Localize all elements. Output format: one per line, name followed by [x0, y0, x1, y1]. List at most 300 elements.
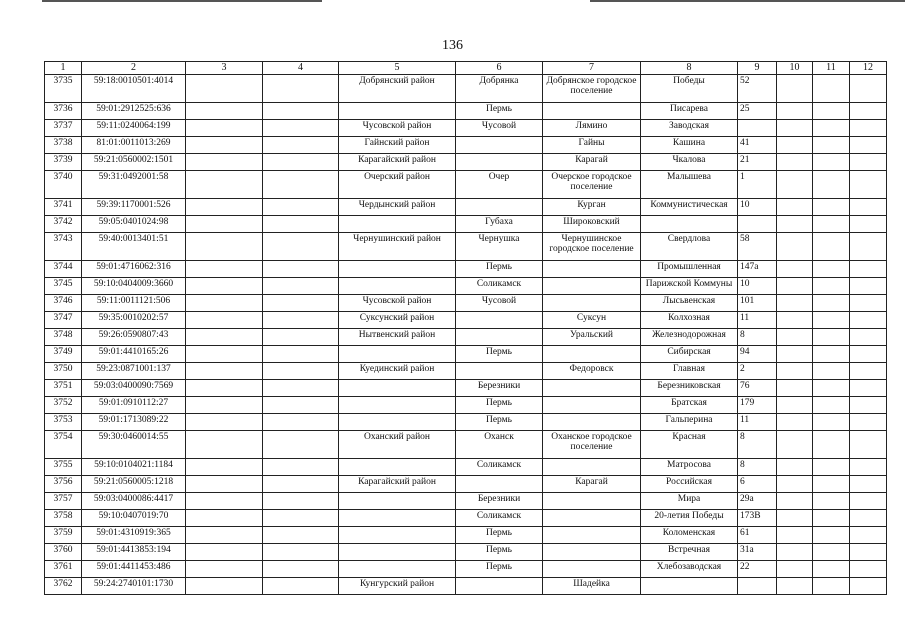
city: Соликамск [456, 278, 543, 295]
header-row [45, 62, 887, 75]
cell-col4 [263, 312, 339, 329]
table-row [45, 261, 887, 278]
settlement [543, 397, 641, 414]
cell-col3 [186, 75, 263, 103]
city [456, 578, 543, 595]
cell-col11 [813, 527, 850, 544]
cell-col11 [813, 75, 850, 103]
cell-col11 [813, 295, 850, 312]
city: Пермь [456, 397, 543, 414]
city [456, 154, 543, 171]
settlement: Уральский [543, 329, 641, 346]
house-number: 147а [738, 261, 777, 278]
house-number: 6 [738, 476, 777, 493]
district: Гайнский район [339, 137, 456, 154]
record-number: 3756 [45, 476, 82, 493]
cell-col10 [777, 510, 813, 527]
street: Свердлова [641, 233, 738, 261]
cadastral-number: 59:39:1170001:526 [82, 199, 186, 216]
cell-col12 [850, 329, 887, 346]
cell-col3 [186, 476, 263, 493]
cell-col12 [850, 312, 887, 329]
settlement: Очерское городское поселение [543, 171, 641, 199]
city: Березники [456, 493, 543, 510]
city: Чусовой [456, 295, 543, 312]
cell-col3 [186, 137, 263, 154]
table-row [45, 329, 887, 346]
city: Чернушка [456, 233, 543, 261]
city: Соликамск [456, 459, 543, 476]
cell-col12 [850, 431, 887, 459]
house-number: 29а [738, 493, 777, 510]
record-number: 3755 [45, 459, 82, 476]
cell-col10 [777, 75, 813, 103]
cell-col4 [263, 137, 339, 154]
cell-col3 [186, 261, 263, 278]
cell-col11 [813, 544, 850, 561]
cell-col11 [813, 199, 850, 216]
cell-col10 [777, 137, 813, 154]
record-number: 3758 [45, 510, 82, 527]
cell-col10 [777, 380, 813, 397]
cell-col4 [263, 199, 339, 216]
cell-col3 [186, 329, 263, 346]
district [339, 261, 456, 278]
cell-col12 [850, 510, 887, 527]
cadastral-number: 59:35:0010202:57 [82, 312, 186, 329]
cell-col3 [186, 414, 263, 431]
cell-col11 [813, 261, 850, 278]
cadastral-number: 59:01:2912525:636 [82, 103, 186, 120]
city: Оханск [456, 431, 543, 459]
record-number: 3760 [45, 544, 82, 561]
cell-col12 [850, 295, 887, 312]
cell-col4 [263, 527, 339, 544]
house-number: 25 [738, 103, 777, 120]
cell-col10 [777, 278, 813, 295]
cell-col10 [777, 295, 813, 312]
cell-col10 [777, 120, 813, 137]
cell-col4 [263, 233, 339, 261]
house-number [738, 216, 777, 233]
street: Коломенская [641, 527, 738, 544]
cell-col12 [850, 154, 887, 171]
cadastral-number: 59:21:0560002:1501 [82, 154, 186, 171]
cell-col11 [813, 476, 850, 493]
column-header: 10 [777, 62, 813, 75]
record-number: 3750 [45, 363, 82, 380]
cell-col4 [263, 120, 339, 137]
cell-col10 [777, 493, 813, 510]
house-number: 10 [738, 199, 777, 216]
cell-col3 [186, 527, 263, 544]
cell-col12 [850, 476, 887, 493]
cadastral-number: 59:05:0401024:98 [82, 216, 186, 233]
street: Победы [641, 75, 738, 103]
street: Малышева [641, 171, 738, 199]
city [456, 312, 543, 329]
street: Встречная [641, 544, 738, 561]
cell-col10 [777, 363, 813, 380]
column-header: 12 [850, 62, 887, 75]
cell-col11 [813, 154, 850, 171]
record-number: 3747 [45, 312, 82, 329]
cadastral-number: 59:01:0910112:27 [82, 397, 186, 414]
record-number: 3748 [45, 329, 82, 346]
city [456, 476, 543, 493]
cell-col3 [186, 295, 263, 312]
cell-col4 [263, 346, 339, 363]
cell-col11 [813, 493, 850, 510]
cell-col10 [777, 431, 813, 459]
house-number: 21 [738, 154, 777, 171]
cell-col4 [263, 295, 339, 312]
street: Колхозная [641, 312, 738, 329]
cell-col4 [263, 216, 339, 233]
cell-col3 [186, 493, 263, 510]
cell-col12 [850, 346, 887, 363]
street: 20-летия Победы [641, 510, 738, 527]
cell-col10 [777, 578, 813, 595]
settlement [543, 380, 641, 397]
cell-col4 [263, 171, 339, 199]
settlement [543, 459, 641, 476]
cell-col12 [850, 561, 887, 578]
record-number: 3749 [45, 346, 82, 363]
cell-col11 [813, 561, 850, 578]
column-header: 11 [813, 62, 850, 75]
record-number: 3757 [45, 493, 82, 510]
cell-col12 [850, 363, 887, 380]
city: Пермь [456, 544, 543, 561]
cell-col11 [813, 363, 850, 380]
cell-col11 [813, 278, 850, 295]
cell-col12 [850, 261, 887, 278]
cell-col4 [263, 493, 339, 510]
district: Добрянский район [339, 75, 456, 103]
cell-col11 [813, 510, 850, 527]
cell-col11 [813, 380, 850, 397]
record-number: 3751 [45, 380, 82, 397]
house-number: 94 [738, 346, 777, 363]
district: Карагайский район [339, 154, 456, 171]
table-row [45, 561, 887, 578]
settlement [543, 414, 641, 431]
house-number: 179 [738, 397, 777, 414]
cell-col10 [777, 346, 813, 363]
record-number: 3739 [45, 154, 82, 171]
settlement: Шадейка [543, 578, 641, 595]
table-row [45, 278, 887, 295]
city: Пермь [456, 527, 543, 544]
record-number: 3753 [45, 414, 82, 431]
cell-col11 [813, 459, 850, 476]
cell-col3 [186, 154, 263, 171]
record-number: 3745 [45, 278, 82, 295]
settlement [543, 493, 641, 510]
cell-col12 [850, 414, 887, 431]
house-number: 8 [738, 459, 777, 476]
column-header: 9 [738, 62, 777, 75]
house-number: 173В [738, 510, 777, 527]
settlement [543, 103, 641, 120]
record-number: 3740 [45, 171, 82, 199]
district [339, 544, 456, 561]
street: Братская [641, 397, 738, 414]
table-row [45, 544, 887, 561]
cell-col3 [186, 544, 263, 561]
cadastral-number: 59:03:0400086:4417 [82, 493, 186, 510]
column-header: 8 [641, 62, 738, 75]
registry-table [44, 61, 887, 595]
cell-col3 [186, 561, 263, 578]
city: Очер [456, 171, 543, 199]
column-header: 7 [543, 62, 641, 75]
house-number: 31а [738, 544, 777, 561]
house-number: 2 [738, 363, 777, 380]
city [456, 329, 543, 346]
cell-col4 [263, 414, 339, 431]
street: Парижской Коммуны [641, 278, 738, 295]
cadastral-number: 59:40:0013401:51 [82, 233, 186, 261]
table-row [45, 154, 887, 171]
district [339, 510, 456, 527]
cell-col3 [186, 346, 263, 363]
city [456, 137, 543, 154]
cell-col4 [263, 578, 339, 595]
settlement [543, 510, 641, 527]
house-number: 76 [738, 380, 777, 397]
cell-col4 [263, 544, 339, 561]
column-header: 4 [263, 62, 339, 75]
cell-col12 [850, 171, 887, 199]
cell-col4 [263, 561, 339, 578]
cell-col4 [263, 459, 339, 476]
cell-col3 [186, 459, 263, 476]
cell-col10 [777, 329, 813, 346]
city: Соликамск [456, 510, 543, 527]
cadastral-number: 59:18:0010501:4014 [82, 75, 186, 103]
cell-col11 [813, 233, 850, 261]
table-row [45, 346, 887, 363]
cadastral-number: 59:21:0560005:1218 [82, 476, 186, 493]
cadastral-number: 59:01:4310919:365 [82, 527, 186, 544]
record-number: 3735 [45, 75, 82, 103]
district: Оханский район [339, 431, 456, 459]
cell-col10 [777, 233, 813, 261]
house-number: 1 [738, 171, 777, 199]
cell-col12 [850, 137, 887, 154]
district [339, 527, 456, 544]
column-header: 5 [339, 62, 456, 75]
house-number: 11 [738, 312, 777, 329]
cell-col4 [263, 380, 339, 397]
cadastral-number: 59:01:4411453:486 [82, 561, 186, 578]
settlement: Широковский [543, 216, 641, 233]
table-row [45, 578, 887, 595]
cell-col10 [777, 199, 813, 216]
house-number: 11 [738, 414, 777, 431]
cell-col12 [850, 578, 887, 595]
cadastral-number: 59:10:0407019:70 [82, 510, 186, 527]
district: Нытвенский район [339, 329, 456, 346]
table-row [45, 312, 887, 329]
settlement: Лямино [543, 120, 641, 137]
cell-col3 [186, 120, 263, 137]
house-number: 61 [738, 527, 777, 544]
cadastral-number: 59:31:0492001:58 [82, 171, 186, 199]
cell-col10 [777, 171, 813, 199]
record-number: 3746 [45, 295, 82, 312]
table-row [45, 171, 887, 199]
cadastral-number: 59:03:0400090:7569 [82, 380, 186, 397]
district [339, 380, 456, 397]
settlement: Оханское городское поселение [543, 431, 641, 459]
table-row [45, 493, 887, 510]
city: Пермь [456, 414, 543, 431]
city: Добрянка [456, 75, 543, 103]
district [339, 216, 456, 233]
table-row [45, 199, 887, 216]
column-header: 1 [45, 62, 82, 75]
cadastral-number: 59:11:0240064:199 [82, 120, 186, 137]
table-row [45, 120, 887, 137]
district [339, 103, 456, 120]
house-number: 101 [738, 295, 777, 312]
cell-col12 [850, 527, 887, 544]
cell-col11 [813, 329, 850, 346]
cadastral-number: 59:10:0104021:1184 [82, 459, 186, 476]
street: Писарева [641, 103, 738, 120]
district [339, 278, 456, 295]
cell-col4 [263, 476, 339, 493]
top-rule-left [42, 0, 322, 2]
column-header: 6 [456, 62, 543, 75]
table-row [45, 137, 887, 154]
table-row [45, 527, 887, 544]
cell-col11 [813, 216, 850, 233]
record-number: 3741 [45, 199, 82, 216]
cell-col12 [850, 199, 887, 216]
cell-col3 [186, 380, 263, 397]
cell-col4 [263, 103, 339, 120]
record-number: 3759 [45, 527, 82, 544]
cell-col3 [186, 578, 263, 595]
cell-col10 [777, 103, 813, 120]
cell-col12 [850, 120, 887, 137]
cell-col12 [850, 216, 887, 233]
record-number: 3761 [45, 561, 82, 578]
cell-col4 [263, 154, 339, 171]
street: Мира [641, 493, 738, 510]
district: Карагайский район [339, 476, 456, 493]
cell-col12 [850, 380, 887, 397]
street: Главная [641, 363, 738, 380]
cell-col11 [813, 137, 850, 154]
district: Чердынский район [339, 199, 456, 216]
cadastral-number: 59:01:4410165:26 [82, 346, 186, 363]
street: Железнодорожная [641, 329, 738, 346]
cell-col11 [813, 171, 850, 199]
settlement: Гайны [543, 137, 641, 154]
cadastral-number: 81:01:0011013:269 [82, 137, 186, 154]
record-number: 3737 [45, 120, 82, 137]
house-number: 22 [738, 561, 777, 578]
house-number: 41 [738, 137, 777, 154]
street [641, 216, 738, 233]
cadastral-number: 59:01:4413853:194 [82, 544, 186, 561]
cell-col11 [813, 414, 850, 431]
cell-col4 [263, 510, 339, 527]
settlement [543, 295, 641, 312]
cell-col10 [777, 459, 813, 476]
house-number: 10 [738, 278, 777, 295]
table-row [45, 295, 887, 312]
cell-col10 [777, 527, 813, 544]
column-header: 3 [186, 62, 263, 75]
settlement [543, 278, 641, 295]
street: Коммунистическая [641, 199, 738, 216]
house-number: 8 [738, 431, 777, 459]
record-number: 3742 [45, 216, 82, 233]
top-rule-right [590, 0, 905, 2]
street: Чкалова [641, 154, 738, 171]
column-header: 2 [82, 62, 186, 75]
house-number: 58 [738, 233, 777, 261]
cell-col12 [850, 278, 887, 295]
street: Матросова [641, 459, 738, 476]
cell-col12 [850, 233, 887, 261]
cell-col10 [777, 476, 813, 493]
street: Сибирская [641, 346, 738, 363]
table-row [45, 414, 887, 431]
district: Куединский район [339, 363, 456, 380]
cell-col12 [850, 103, 887, 120]
cell-col3 [186, 431, 263, 459]
street: Красная [641, 431, 738, 459]
district: Очерский район [339, 171, 456, 199]
settlement [543, 544, 641, 561]
street: Хлебозаводская [641, 561, 738, 578]
record-number: 3754 [45, 431, 82, 459]
table-row [45, 75, 887, 103]
street: Российская [641, 476, 738, 493]
cell-col3 [186, 233, 263, 261]
settlement: Курган [543, 199, 641, 216]
house-number: 52 [738, 75, 777, 103]
table-body [45, 75, 887, 595]
table-row [45, 380, 887, 397]
street: Березниковская [641, 380, 738, 397]
record-number: 3736 [45, 103, 82, 120]
city: Пермь [456, 261, 543, 278]
settlement: Карагай [543, 476, 641, 493]
cadastral-number: 59:24:2740101:1730 [82, 578, 186, 595]
city: Пермь [456, 103, 543, 120]
house-number [738, 578, 777, 595]
street: Лысьвенская [641, 295, 738, 312]
cell-col11 [813, 397, 850, 414]
street: Промышленная [641, 261, 738, 278]
page-number: 136 [442, 38, 463, 53]
cell-col3 [186, 216, 263, 233]
cell-col4 [263, 261, 339, 278]
cell-col12 [850, 544, 887, 561]
cell-col10 [777, 544, 813, 561]
district [339, 561, 456, 578]
cadastral-number: 59:30:0460014:55 [82, 431, 186, 459]
table-row [45, 510, 887, 527]
